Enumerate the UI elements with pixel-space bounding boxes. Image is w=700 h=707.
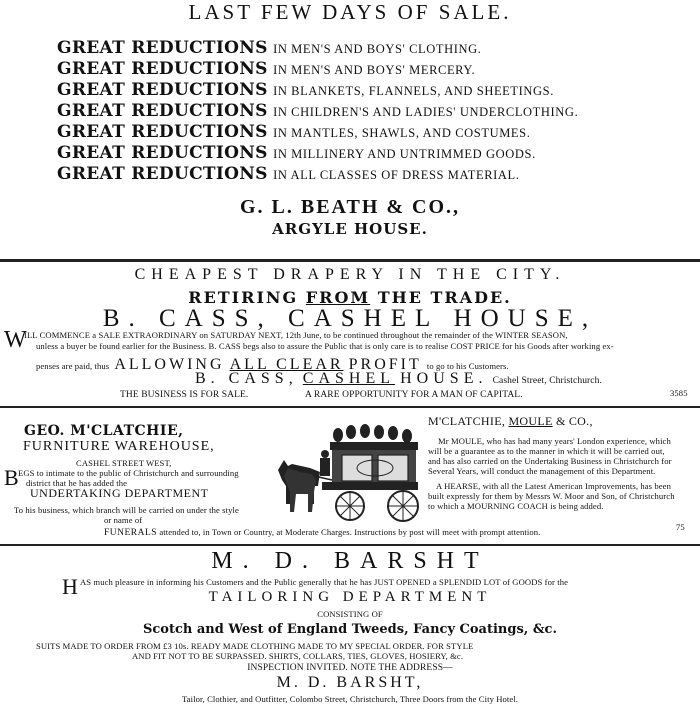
ad2-firm-name: B. CASS, CASHEL HOUSE,	[102, 305, 598, 332]
ad3-intro-line-1: EGS to intimate to the public of Christchurch and surrounding	[18, 468, 239, 478]
ad2-headline: CHEAPEST DRAPERY IN THE CITY.	[134, 266, 566, 283]
reduction-category: IN CHILDREN'S AND LADIES' UNDERCLOTHING.	[273, 105, 579, 119]
allowing-word: ALLOWING	[114, 356, 225, 373]
ad3-proprietor-name: GEO. M'CLATCHIE,	[24, 423, 184, 439]
ad3-moule-line-4: Several Years, will conduct the management of this Department.	[428, 466, 656, 476]
ad4-intro: AS much pleasure in informing his Customers and the Public generally that he has JUST OPENED a SPLENDID LOT of GOODS for the	[80, 577, 569, 587]
ad3-department: UNDERTAKING DEPARTMENT	[30, 486, 209, 500]
ad4-suits-line-2: AND FIT NOT TO BE SURPASSED. SHIRTS, COLLARS, TIES, GLOVES, HOSIERY, &c.	[132, 651, 464, 661]
profit-word: PROFIT	[348, 356, 422, 373]
reduction-row	[57, 38, 482, 58]
reduction-category: IN MEN'S AND BOYS' MERCERY.	[273, 63, 476, 77]
column-rule	[0, 544, 700, 546]
all-clear-words: ALL CLEAR	[229, 356, 344, 373]
ad3-or-name: or name of	[104, 515, 143, 525]
column-rule	[0, 406, 700, 408]
reduction-lead: GREAT REDUCTIONS	[57, 59, 268, 79]
reduction-category: IN BLANKETS, FLANNELS, AND SHEETINGS.	[273, 84, 554, 98]
reduction-row	[57, 143, 536, 163]
ad2-body-line-2: unless a buyer be found earlier for the Business. B. CASS begs also to assure the Public that is only care is to realise COST PRICE for his Goods after working ex-	[36, 341, 614, 351]
ad3-hearse-line-1: A HEARSE, with all the Latest American Improvements, has been	[436, 481, 671, 491]
ad2-dropcap: W	[4, 327, 27, 353]
ad3-business-name: FURNITURE WAREHOUSE,	[23, 439, 215, 454]
ad3-hearse-line-3: to which a MOURNING COACH is being added.	[428, 501, 604, 511]
reduction-category: IN MILLINERY AND UNTRIMMED GOODS.	[273, 147, 536, 161]
the-trade-words: THE TRADE.	[377, 288, 512, 307]
ad2-opportunity: A RARE OPPORTUNITY FOR A MAN OF CAPITAL.	[305, 390, 523, 400]
ad2-signature-line: B. CASS, CASHEL HOUSE. Cashel Street, Christchurch.	[195, 370, 602, 387]
reduction-row	[57, 59, 475, 79]
reduction-row	[57, 101, 578, 121]
column-rule	[0, 259, 700, 262]
ad4-department: TAILORING DEPARTMENT	[208, 589, 492, 605]
ad3-dropcap: B	[4, 465, 19, 490]
hearse-engraving	[270, 420, 428, 525]
retiring-word: RETIRING	[188, 288, 299, 307]
ad3-to-business: To his business, which branch will be carried on under the style	[14, 505, 239, 515]
ad4-suits-line-1: SUITS MADE TO ORDER FROM £3 10s. READY MADE CLOTHING MADE TO MY SPECIAL ORDER. FOR STYLE	[36, 641, 474, 651]
ad4-consisting: CONSISTING OF	[317, 609, 383, 619]
ad1-firm-name: G. L. BEATH & CO.,	[239, 196, 461, 218]
reduction-lead: GREAT REDUCTIONS	[57, 143, 268, 163]
ad4-proprietor-name: M. D. BARSHT	[211, 548, 489, 574]
ad4-inspection: INSPECTION INVITED. NOTE THE ADDRESS—	[247, 663, 453, 673]
ad4-goods: Scotch and West of England Tweeds, Fancy Coatings, &c.	[143, 622, 557, 637]
reduction-lead: GREAT REDUCTIONS	[57, 122, 268, 142]
reduction-row	[57, 164, 520, 184]
ad4-signature: M. D. BARSHT,	[276, 674, 424, 691]
reduction-lead: GREAT REDUCTIONS	[57, 80, 268, 100]
reduction-lead: GREAT REDUCTIONS	[57, 101, 268, 121]
reduction-row	[57, 122, 530, 142]
ad3-moule-line-2: will be a guarantee as to the manner in which it will be carried out,	[428, 446, 665, 456]
ad4-dropcap: H	[62, 574, 78, 599]
from-word: FROM	[305, 288, 371, 307]
reduction-category: IN MEN'S AND BOYS' CLOTHING.	[273, 42, 482, 56]
ad3-moule-line-3: and has also carried on the Undertaking Business in Christchurch for	[428, 456, 672, 466]
reduction-lead: GREAT REDUCTIONS	[57, 164, 268, 184]
ad1-house-name: ARGYLE HOUSE.	[272, 220, 428, 238]
ad3-moule-line-1: Mr MOULE, who has had many years' London experience, which	[438, 436, 671, 446]
ad1-title: LAST FEW DAYS OF SALE.	[188, 0, 512, 24]
ad2-body-line-1: ILL COMMENCE a SALE EXTRAORDINARY on SATURDAY NEXT, 12th June, to be continued throughout the remainder of the WINTER SEASON,	[24, 330, 568, 340]
ad3-funerals-line: FUNERALS attended to, in Town or Country, at Moderate Charges. Instructions by post will meet with prompt attention.	[104, 527, 541, 538]
ad3-hearse-line-2: built expressly for them by Messrs W. Moor and Son, of Christchurch	[428, 491, 675, 501]
ad2-ref-number: 3585	[670, 388, 688, 398]
ad2-for-sale: THE BUSINESS IS FOR SALE.	[120, 390, 249, 400]
ad2-allowing-line: penses are paid, thus ALLOWING ALL CLEAR PROFIT to go to his Customers.	[36, 356, 509, 373]
reduction-row	[57, 80, 554, 100]
reduction-category: IN ALL CLASSES OF DRESS MATERIAL.	[273, 168, 520, 182]
ad4-address: Tailor, Clothier, and Outfitter, Colombo Street, Christchurch, Three Doors from the City Hotel.	[181, 694, 519, 704]
ad3-intro-line-2: district that he has added the	[26, 478, 128, 488]
ad3-right-firm: M'CLATCHIE, MOULE & CO.,	[428, 414, 593, 428]
reduction-category: IN MANTLES, SHAWLS, AND COSTUMES.	[273, 126, 531, 140]
reduction-lead: GREAT REDUCTIONS	[57, 38, 268, 58]
ad3-street: CASHEL STREET WEST,	[76, 458, 172, 468]
ad3-ref-number: 75	[676, 522, 685, 532]
